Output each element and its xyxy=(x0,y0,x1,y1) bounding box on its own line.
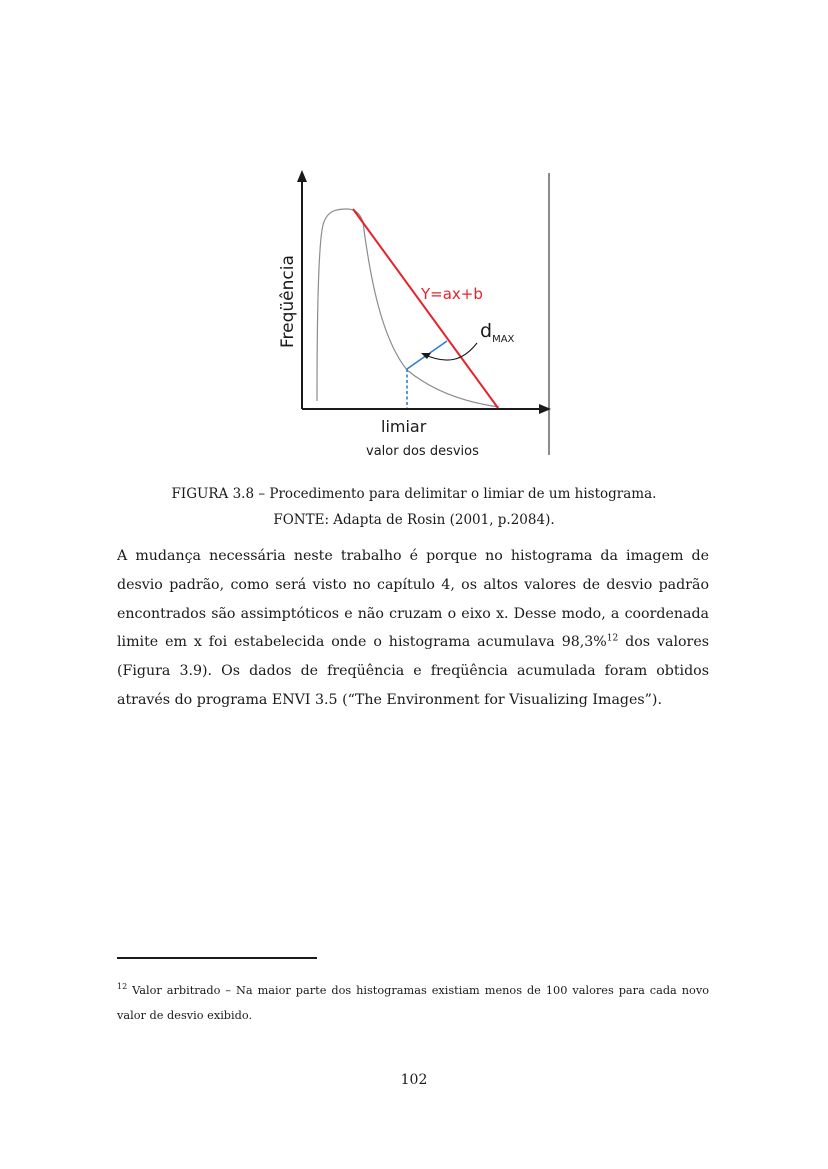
footnote-reference[interactable]: 12 xyxy=(606,633,619,644)
footnote-text: Valor arbitrado – Na maior parte dos histogramas existiam menos de 100 valores para cada novo valor de desvio exibido. xyxy=(117,984,709,1022)
threshold-label: limiar xyxy=(381,417,427,436)
body-paragraph xyxy=(117,542,709,715)
footnote xyxy=(117,978,709,1028)
fitted-line xyxy=(353,209,498,408)
paragraph-text-start: A mudança necessária neste trabalho é porque no histograma da imagem de desvio padrão, como será visto no capítulo 4, os altos valores de desvio padrão encontrados são assimptóticos e não cruzam o eixo x. Desse modo, a coordenada limite em x foi estabelecida onde o histograma acumulava 98,3% xyxy=(117,548,709,651)
footnote-number: 12 xyxy=(117,982,128,992)
y-axis-label: Freqüência xyxy=(278,255,298,348)
page-number: 102 xyxy=(400,1072,428,1088)
dmax-label xyxy=(480,320,515,345)
paragraph-text-end: dos valores (Figura 3.9). Os dados de freqüência e freqüência acumulada foram obtidos através do programa ENVI 3.5 (“The Environment for Visualizing Images”). xyxy=(117,634,710,708)
footnote-divider xyxy=(117,957,317,959)
figure-source: FONTE: Adapta de Rosin (2001, p.2084). xyxy=(273,512,555,528)
threshold-diagram xyxy=(255,165,565,465)
histogram-figure xyxy=(255,165,565,465)
histogram-curve xyxy=(317,209,499,407)
dmax-subscript: MAX xyxy=(492,334,515,345)
line-equation-label: Y=ax+b xyxy=(421,285,483,303)
x-axis-label: valor dos desvios xyxy=(366,444,479,459)
y-axis-arrow xyxy=(297,170,307,182)
dmax-main: d xyxy=(480,320,493,342)
figure-caption: FIGURA 3.8 – Procedimento para delimitar o limiar de um histograma. xyxy=(171,486,657,502)
